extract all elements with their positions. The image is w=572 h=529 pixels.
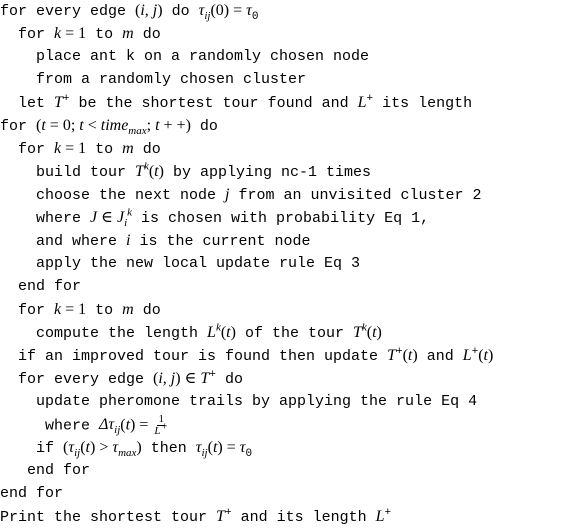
code-line: end for [0,485,64,502]
code-line: update pheromone trails by applying the rule Eq 4 [36,393,478,410]
code-line: for k = 1 to m do [18,301,161,319]
code-line: end for [18,278,82,295]
code-line: if an improved tour is found then update T+(t) and L+(t) [18,346,494,365]
code-line: for every edge (i, j) do $\tau_{ij}(0) = \tau_0$ [0,2,259,23]
code-line: if $(\tau_{ij}(t) > \tau_{max})$ then $\tau_{ij}(t) = \tau_0$ [36,439,253,460]
code-line: where $\Delta\tau_{ij}(t)$ = $\frac{1}{L^+}$ [36,413,168,437]
code-line: let T+ be the shortest tour found and L+ its length [18,93,473,112]
code-line: for k = 1 to m do [18,140,161,158]
code-line: where J ∈ $J_i^k$ is chosen with probability Eq 1, [36,206,430,230]
code-line: for (t = 0; t < time$_{max}$; t + +) do [0,117,218,138]
code-line: for k = 1 to m do [18,25,161,43]
code-line: place ant k on a randomly chosen node [36,48,370,65]
code-line: build tour $T^k(t)$ by applying nc-1 times [36,160,371,181]
code-line: for every edge (i, j) ∈ T+ do [18,369,243,388]
code-line: and where i is the current node [36,232,311,250]
code-line: compute the length $L^k(t)$ of the tour $T^k(t)$ [36,321,382,342]
code-line: choose the next node j from an unvisited cluster 2 [36,186,482,204]
code-line: Print the shortest tour T+ and its length L+ [0,507,392,526]
code-line: apply the new local update rule Eq 3 [36,255,361,272]
code-line: from a randomly chosen cluster [36,71,307,88]
code-line: end for [18,462,91,479]
